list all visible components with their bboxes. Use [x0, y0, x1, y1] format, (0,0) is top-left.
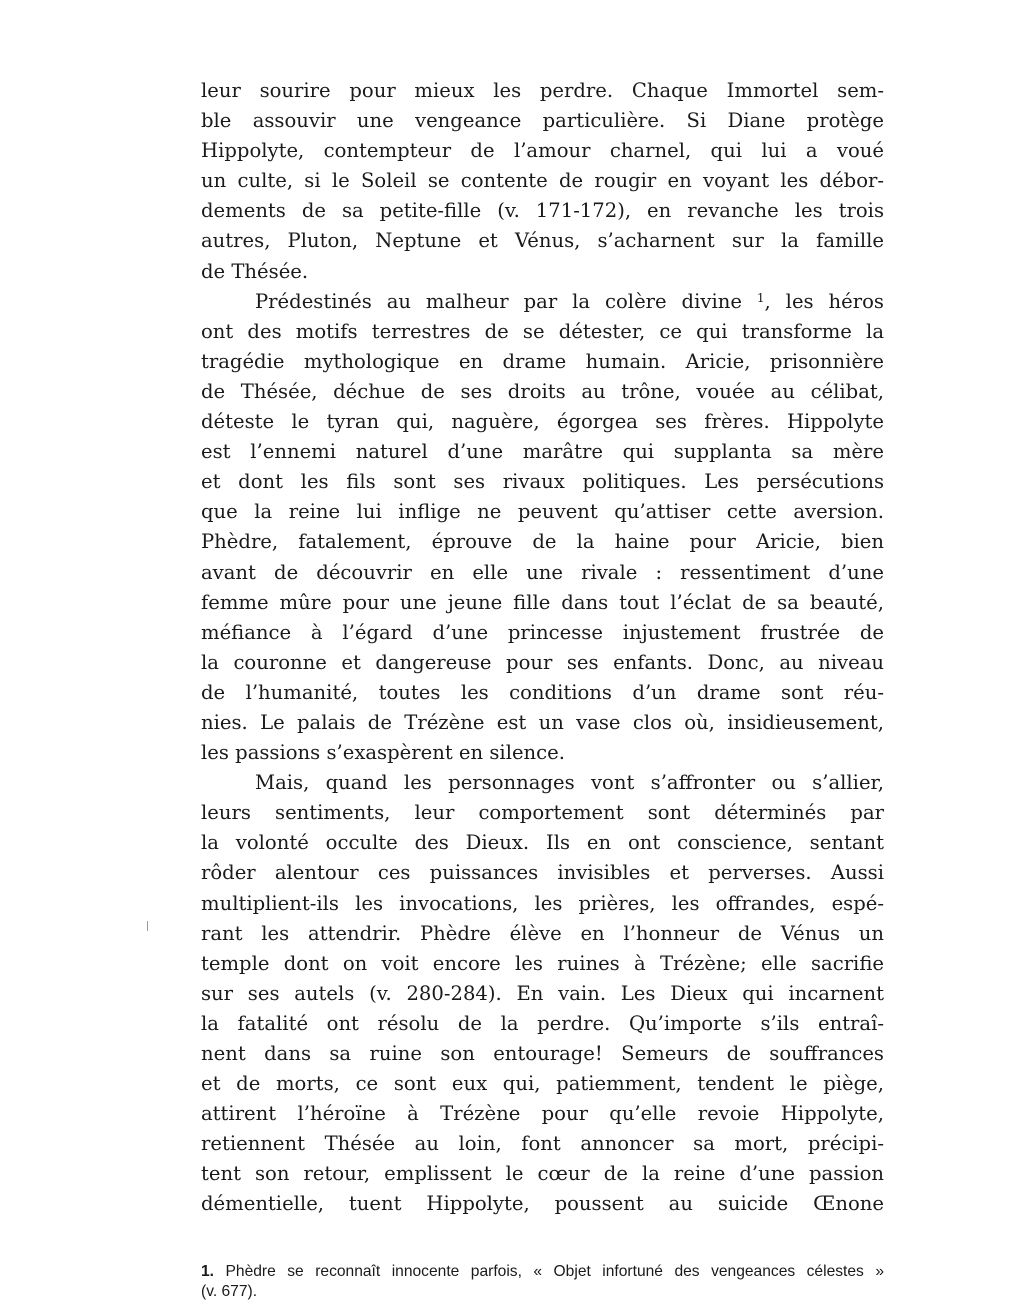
text-line: de l’humanité, toutes les conditions d’un drame sont réu-	[201, 680, 884, 704]
text-line: et dont les fils sont ses rivaux politiques. Les persécutions	[201, 470, 884, 494]
paragraph-3	[201, 768, 884, 1219]
footnote-text: Phèdre se reconnaît innocente parfois, « Objet infortuné des vengeances célestes »	[225, 1263, 884, 1280]
scan-speck	[147, 921, 148, 931]
text-fragment: , les héros	[764, 289, 884, 313]
footnote-number: 1.	[201, 1263, 215, 1280]
text-line: leurs sentiments, leur comportement sont déterminés par	[201, 801, 884, 825]
text-line: de Thésée, déchue de ses droits au trône, vouée au célibat,	[201, 379, 884, 403]
text-line: autres, Pluton, Neptune et Vénus, s’acharnent sur la famille	[201, 229, 884, 253]
footnote-line: (v. 677).	[201, 1283, 258, 1300]
text-line: déteste le tyran qui, naguère, égorgea ses frères. Hippolyte	[201, 410, 884, 434]
text-line: les passions s’exaspèrent en silence.	[201, 741, 565, 765]
footnote	[201, 1262, 884, 1302]
text-line: méfiance à l’égard d’une princesse injustement frustrée de	[201, 620, 884, 644]
text-line: un culte, si le Soleil se contente de rougir en voyant les débor-	[201, 169, 884, 193]
text-line: multiplient-ils les invocations, les prières, les offrandes, espé-	[201, 891, 884, 915]
text-line: la fatalité ont résolu de la perdre. Qu’importe s’ils entraî-	[201, 1011, 884, 1035]
text-line: et de morts, ce sont eux qui, patiemment, tendent le piège,	[201, 1072, 884, 1096]
text-line: temple dont on voit encore les ruines à Trézène; elle sacrifie	[201, 951, 884, 975]
text-line: sur ses autels (v. 280-284). En vain. Les Dieux qui incarnent	[201, 981, 884, 1005]
text-line: dements de sa petite-fille (v. 171-172), en revanche les trois	[201, 199, 884, 223]
paragraph-2	[201, 287, 884, 769]
text-line: Mais, quand les personnages vont s’affronter ou s’allier,	[255, 771, 884, 795]
text-line: avant de découvrir en elle une rivale : ressentiment d’une	[201, 560, 884, 584]
text-line: tent son retour, emplissent le cœur de la reine d’une passion	[201, 1162, 884, 1186]
text-line: démentielle, tuent Hippolyte, poussent au suicide Œnone	[201, 1192, 884, 1216]
text-line: est l’ennemi naturel d’une marâtre qui supplanta sa mère	[201, 440, 884, 464]
text-line: nent dans sa ruine son entourage! Semeurs de souffrances	[201, 1042, 884, 1065]
text-line: leur sourire pour mieux les perdre. Chaque Immortel sem-	[201, 79, 884, 102]
text-line: rôder alentour ces puissances invisibles et perverses. Aussi	[201, 861, 884, 885]
text-line: de Thésée.	[201, 259, 309, 283]
text-line: rant les attendrir. Phèdre élève en l’honneur de Vénus un	[201, 921, 884, 945]
page-body	[201, 76, 884, 1220]
text-line: tragédie mythologique en drame humain. Aricie, prisonnière	[201, 349, 884, 373]
text-line: ble assouvir une vengeance particulière. Si Diane protège	[201, 109, 884, 133]
text-line: retiennent Thésée au loin, font annoncer sa mort, précipi-	[201, 1132, 884, 1156]
text-line: Hippolyte, contempteur de l’amour charnel, qui lui a voué	[201, 139, 884, 163]
text-line: la volonté occulte des Dieux. Ils en ont conscience, sentant	[201, 831, 884, 855]
text-line: attirent l’héroïne à Trézène pour qu’elle revoie Hippolyte,	[201, 1102, 884, 1126]
text-line	[201, 287, 884, 317]
text-line: ont des motifs terrestres de se détester, ce qui transforme la	[201, 319, 884, 343]
text-line: la couronne et dangereuse pour ses enfants. Donc, au niveau	[201, 650, 884, 674]
footnote-line	[201, 1262, 884, 1282]
footnote-reference: 1	[756, 290, 765, 305]
paragraph-1	[201, 76, 884, 287]
text-line: que la reine lui inflige ne peuvent qu’attiser cette aversion.	[201, 500, 884, 524]
text-fragment: Prédestinés au malheur par la colère divine	[255, 289, 742, 313]
text-line: femme mûre pour une jeune fille dans tout l’éclat de sa beauté,	[201, 590, 884, 614]
text-line: Phèdre, fatalement, éprouve de la haine pour Aricie, bien	[201, 530, 884, 554]
text-line: nies. Le palais de Trézène est un vase clos où, insidieusement,	[201, 710, 884, 734]
